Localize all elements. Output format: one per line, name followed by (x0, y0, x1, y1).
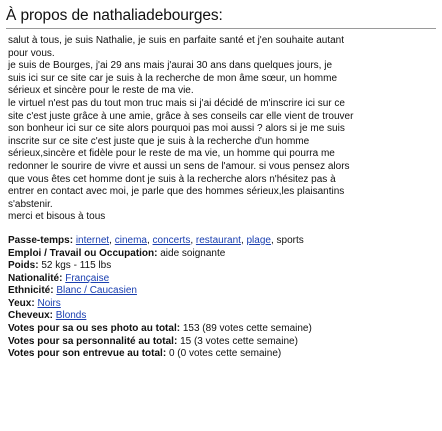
hobby-link[interactable]: internet (75, 234, 110, 246)
hobbies-row (8, 235, 436, 248)
hobby-link[interactable]: cinema (114, 234, 147, 246)
votes-interview-label: Votes pour son entrevue au total: (8, 348, 167, 360)
bio-line: redonner le sourire de vivre et aussi un sens de l'amour. si vous pensez alors (8, 160, 350, 172)
bio-line: que vous êtes cet homme dont je suis à la recherche alors n'hésitez pas à (8, 173, 336, 185)
eyes-row (8, 298, 436, 311)
votes-personality-label: Votes pour sa personnalité au total: (8, 335, 178, 347)
votes-personality-row (8, 336, 436, 349)
bio-line: merci et bisous à tous (8, 211, 106, 223)
votes-interview-value: 0 (0 votes cette semaine) (168, 348, 282, 360)
hobby-link[interactable]: concerts (152, 234, 191, 246)
job-label: Emploi / Travail ou Occupation: (8, 247, 158, 259)
hobby-link[interactable]: plage (246, 234, 271, 246)
section-heading: À propos de nathaliadebourges: (6, 7, 223, 24)
hair-label: Cheveux: (8, 310, 54, 322)
bio-line: sérieux,sincère et fidèle pour le reste de ma vie, un homme qui pourra me (8, 148, 335, 160)
weight-label: Poids: (8, 260, 39, 272)
bio-line: son bonheur ici sur ce site alors pourquoi pas moi aussi ? alors si je me suis (8, 123, 345, 135)
votes-photo-row (8, 323, 436, 336)
votes-photo-label: Votes pour sa ou ses photo au total: (8, 323, 181, 335)
bio-line: site c'est juste grâce à une amie, grâce à ses conseils car elle vient de trouver (8, 110, 354, 122)
bio-text (6, 35, 436, 224)
nationality-label: Nationalité: (8, 272, 63, 284)
hair-row (8, 310, 436, 323)
nationality-row (8, 273, 436, 286)
bio-line: salut à tous, je suis Nathalie, je suis en parfaite santé et j'en souhaite autant (8, 35, 345, 46)
ethnicity-label: Ethnicité: (8, 285, 54, 297)
hobbies-list: internet, cinema, concerts, restaurant, plage, sports (75, 234, 304, 246)
hair-link[interactable]: Blonds (55, 310, 87, 322)
profile-details (6, 235, 436, 361)
bio-line: le virtuel n'est pas du tout mon truc mais si j'ai décidé de m'inscrire ici sur ce (8, 97, 345, 109)
bio-line: s'abstenir. (8, 198, 53, 210)
votes-photo-value: 153 (89 votes cette semaine) (182, 323, 312, 335)
hobbies-label: Passe-temps: (8, 234, 74, 246)
bio-line: suis ici sur ce site car je suis à la recherche de mon âme sœur, un homme (8, 72, 338, 84)
bio-line: pour vous. (8, 47, 55, 59)
votes-personality-value: 15 (3 votes cette semaine) (180, 335, 298, 347)
bio-line: je suis de Bourges, j'ai 29 ans mais j'aurai 30 ans dans quelques jours, je (8, 60, 333, 72)
job-value: aide soignante (160, 247, 226, 259)
bio-line: sérieux et sincère pour le reste de ma vie. (8, 85, 194, 97)
job-row (8, 248, 436, 261)
weight-value: 52 kgs - 115 lbs (41, 260, 112, 272)
bio-line: inscrite sur ce site c'est juste que je suis à la recherche d'un homme (8, 135, 310, 147)
ethnicity-link[interactable]: Blanc / Caucasien (56, 285, 137, 297)
eyes-link[interactable]: Noirs (37, 297, 61, 309)
eyes-label: Yeux: (8, 297, 35, 309)
nationality-link[interactable]: Française (65, 272, 110, 284)
votes-interview-row (8, 348, 436, 361)
ethnicity-row (8, 285, 436, 298)
hobby-link[interactable]: restaurant (195, 234, 241, 246)
weight-row (8, 260, 436, 273)
hobby-text: sports (276, 234, 304, 246)
heading-divider (6, 28, 436, 29)
bio-line: entrer en contact avec moi, je parle que des hommes sérieux,les plaisantins (8, 186, 345, 198)
